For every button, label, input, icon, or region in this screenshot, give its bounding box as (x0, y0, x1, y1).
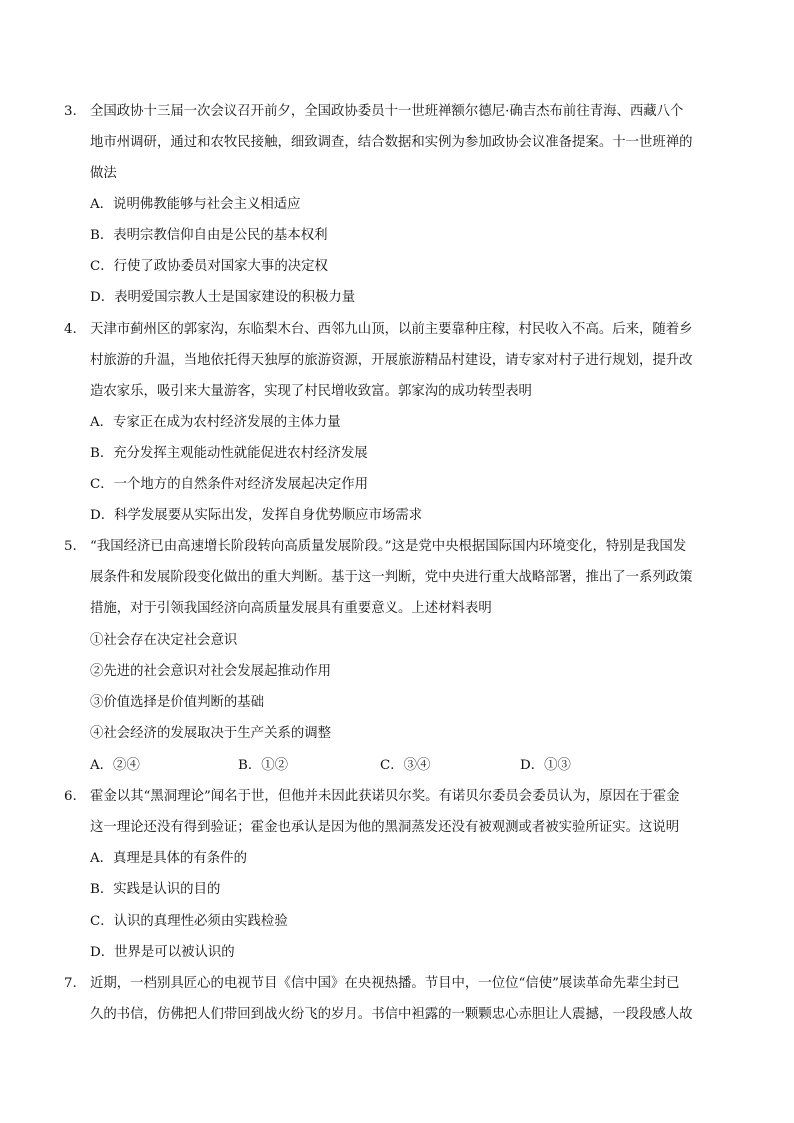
question-stem-line: 霍金以其“黑洞理论”闻名于世，但他并未因此获诺贝尔奖。有诺贝尔委员会委员认为，原因在于霍金 (90, 789, 680, 804)
question-stem-line: 村旅游的升温，当地依托得天独厚的旅游资源，开展旅游精品村建设，请专家对村子进行规划，提升改 (90, 353, 693, 368)
question-stem-line: 措施，对于引领我国经济向高质量发展具有重要意义。上述材料表明 (90, 601, 492, 616)
option-d: D．科学发展要从实际出发，发挥自身优势顺应市场需求 (90, 508, 423, 523)
question-stem-line: 展条件和发展阶段变化做出的重大判断。基于这一判断，党中央进行重大战略部署，推出了一系列政策 (90, 570, 693, 585)
question-number: 6. (64, 789, 77, 804)
question-stem-line: 地市州调研，通过和农牧民接触，细致调查，结合数据和实例为参加政协会议准备提案。十一世班禅的 (90, 135, 693, 150)
option-a: A．②④ (90, 758, 140, 773)
question-stem-line: “我国经济已由高速增长阶段转向高质量发展阶段。”这是党中央根据国际国内环境变化，特别是我国发 (90, 539, 687, 554)
option-b: B．充分发挥主观能动性就能促进农村经济发展 (90, 446, 368, 461)
option-a: A．专家正在成为农村经济发展的主体力量 (90, 415, 341, 430)
statement-2: ②先进的社会意识对社会发展起推动作用 (90, 664, 332, 679)
option-b: B．实践是认识的目的 (90, 882, 221, 897)
option-c: C．一个地方的自然条件对经济发展起决定作用 (90, 477, 369, 492)
question-number: 4. (64, 322, 77, 337)
question-stem-line: 造农家乐，吸引来大量游客，实现了村民增收致富。郭家沟的成功转型表明 (90, 384, 532, 399)
option-d: D．世界是可以被认识的 (90, 945, 235, 960)
statement-1: ①社会存在决定社会意识 (90, 633, 238, 648)
question-stem-line: 做法 (90, 166, 117, 181)
question-stem-line: 近期，一档别具匠心的电视节目《信中国》在央视热播。节目中，一位位“信使”展读革命先辈尘封已 (90, 976, 680, 991)
question-stem-line: 天津市蓟州区的郭家沟，东临梨木台、西邻九山顶，以前主要靠种庄稼，村民收入不高。后来，随着乡 (90, 322, 693, 337)
option-c: C．行使了政协委员对国家大事的决定权 (90, 259, 328, 274)
option-b: B．①② (238, 758, 289, 773)
statement-3: ③价值选择是价值判断的基础 (90, 695, 265, 710)
question-number: 5. (64, 539, 77, 554)
statement-4: ④社会经济的发展取决于生产关系的调整 (90, 726, 332, 741)
question-stem-line: 这一理论还没有得到验证；霍金也承认是因为他的黑洞蒸发还没有被观测或者被实验所证实。这说明 (90, 820, 680, 835)
option-d: D．表明爱国宗教人士是国家建设的积极力量 (90, 290, 356, 305)
question-stem-line: 久的书信，仿佛把人们带回到战火纷飞的岁月。书信中袒露的一颗颗忠心赤胆让人震撼，一段段感人故 (90, 1007, 693, 1022)
question-number: 3. (64, 104, 77, 119)
option-a: A．说明佛教能够与社会主义相适应 (90, 197, 301, 212)
option-b: B．表明宗教信仰自由是公民的基本权利 (90, 228, 328, 243)
option-c: C．认识的真理性必须由实践检验 (90, 914, 288, 929)
option-a: A．真理是具体的有条件的 (90, 851, 247, 866)
option-c: C．③④ (380, 758, 431, 773)
question-stem-line: 全国政协十三届一次会议召开前夕，全国政协委员十一世班禅额尔德尼·确吉杰布前往青海、西藏八个 (90, 104, 684, 119)
option-d: D．①③ (520, 758, 571, 773)
question-number: 7. (64, 976, 77, 991)
